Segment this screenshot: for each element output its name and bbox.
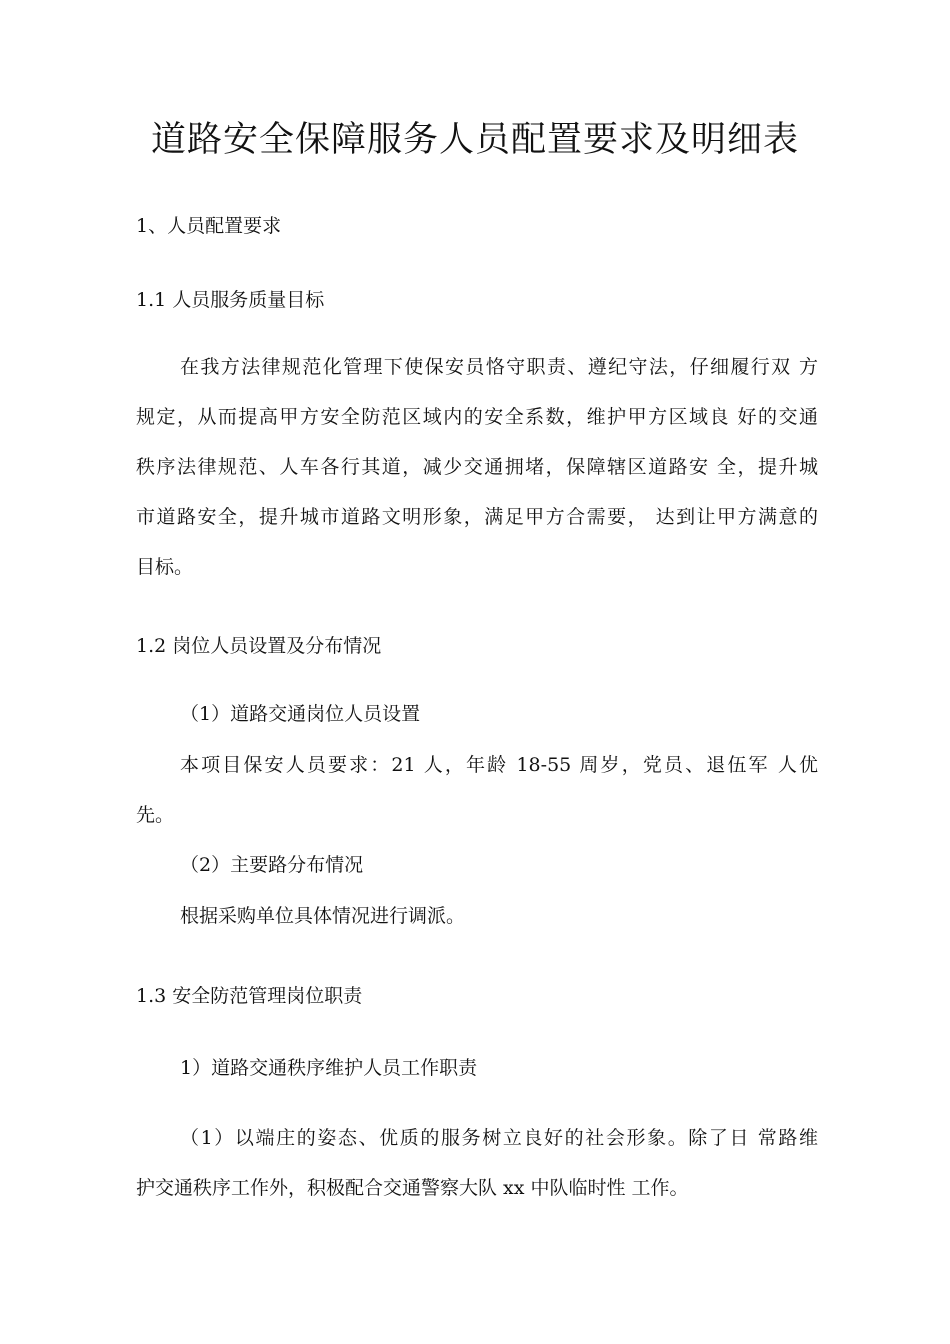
paragraph-duty-1 [136,1113,818,1213]
sub-item-3: 1）道路交通秩序维护人员工作职责 [180,1057,478,1079]
paragraph-service-goal [136,342,818,592]
paragraph-line: （1）以端庄的姿态、优质的服务树立良好的社会形象。除了日 常路维 [180,1127,818,1149]
section-heading-1-2: 1.2 岗位人员设置及分布情况 [136,635,382,657]
paragraph-line: 护交通秩序工作外，积极配合交通警察大队 xx 中队临时性 工作。 [136,1177,689,1199]
paragraph-line: 目标。 [136,556,194,578]
paragraph-staff-requirement [136,740,818,840]
paragraph-line: 市道路安全，提升城市道路文明形象，满足甲方合需要， 达到让甲方满意的 [136,506,818,528]
sub-item-1: （1）道路交通岗位人员设置 [180,703,421,725]
paragraph-line: 规定，从而提高甲方安全防范区域内的安全系数，维护甲方区域良 好的交通 [136,406,818,428]
paragraph-line: 本项目保安人员要求：21 人，年龄 18-55 周岁，党员、退伍军 人优 [180,754,818,776]
paragraph-dispatch: 根据采购单位具体情况进行调派。 [180,905,466,927]
paragraph-line: 秩序法律规范、人车各行其道，减少交通拥堵，保障辖区道路安 全，提升城 [136,456,818,478]
sub-item-2: （2）主要路分布情况 [180,854,364,876]
paragraph-line: 先。 [136,804,175,826]
section-heading-1-3: 1.3 安全防范管理岗位职责 [136,985,363,1007]
section-heading-1-1: 1.1 人员服务质量目标 [136,289,325,311]
document-title: 道路安全保障服务人员配置要求及明细表 [150,120,799,160]
paragraph-line: 在我方法律规范化管理下使保安员恪守职责、遵纪守法，仔细履行双 方 [180,356,818,378]
section-heading-1: 1、人员配置要求 [136,215,282,237]
